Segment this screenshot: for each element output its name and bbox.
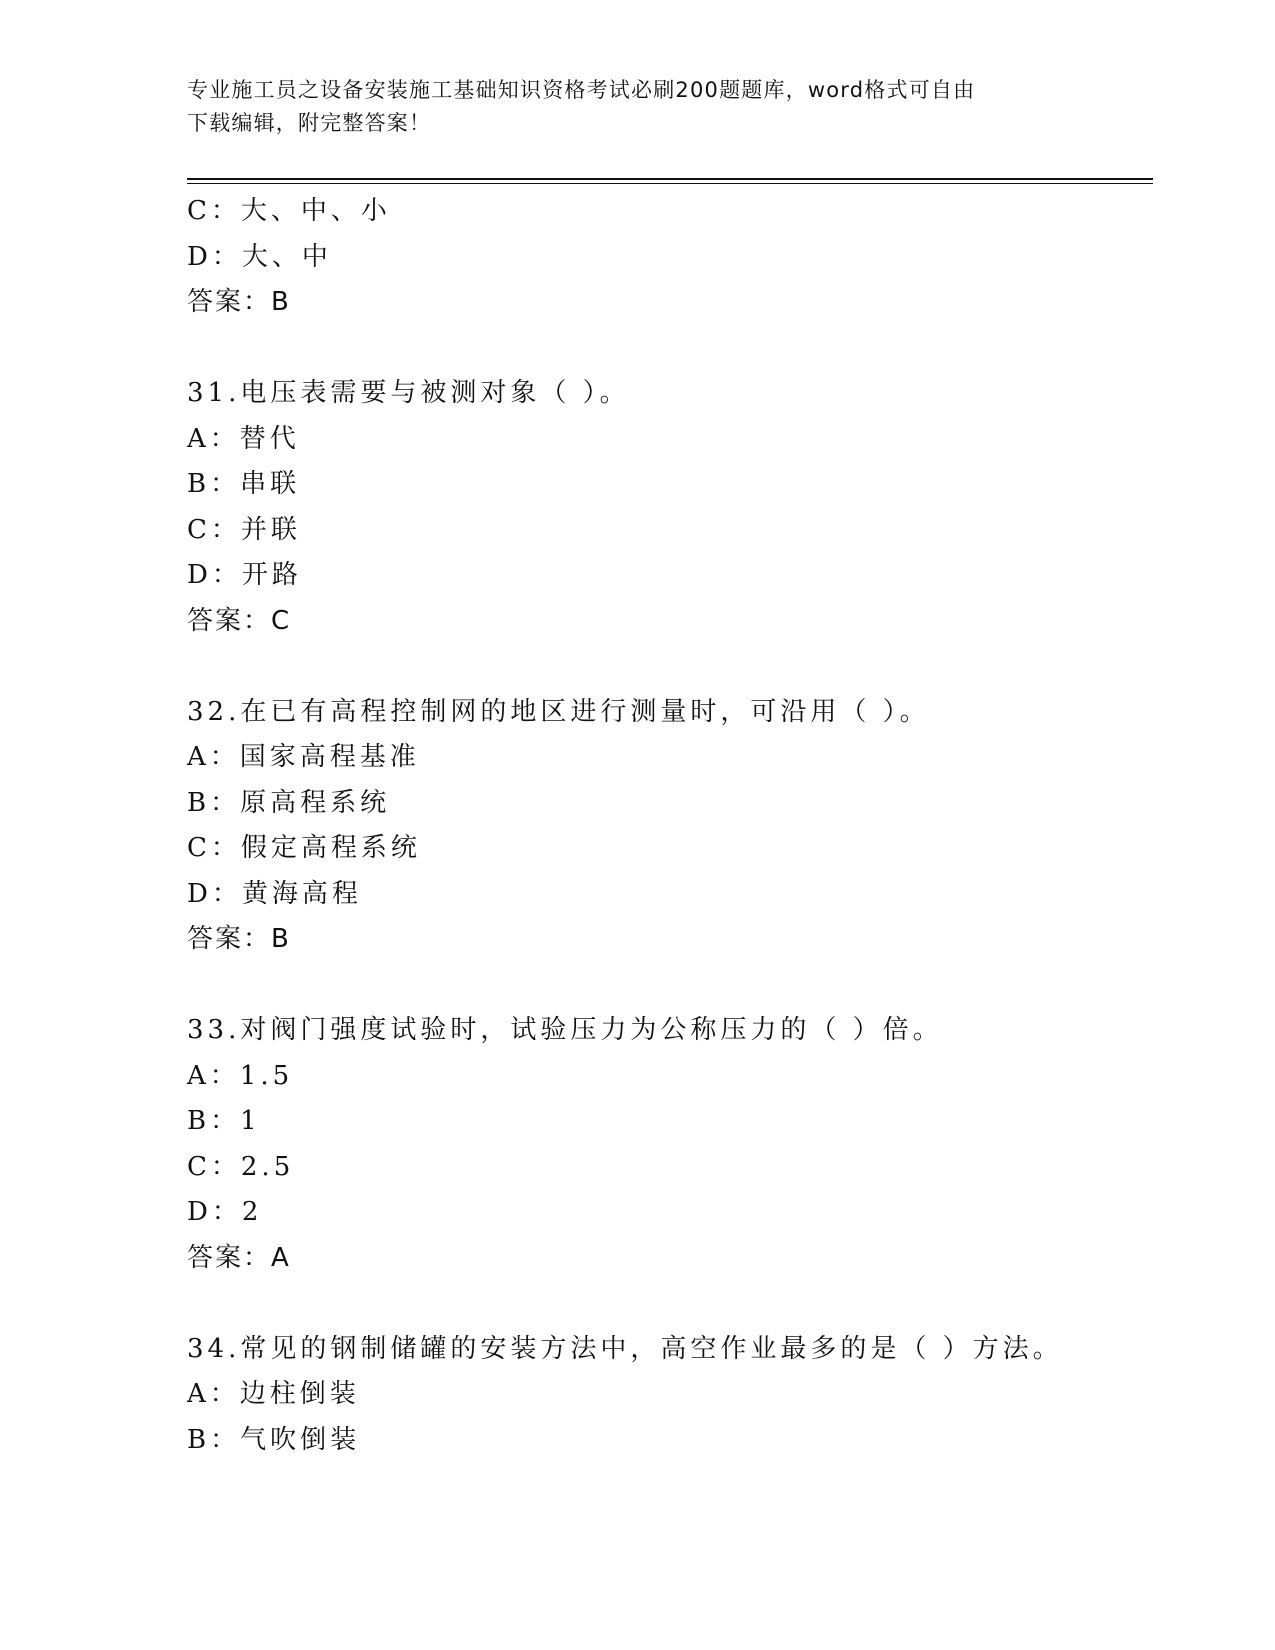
question-block-30	[187, 189, 1147, 326]
question-block-33	[187, 1008, 1147, 1281]
option-a: A：替代	[187, 423, 300, 454]
option-a: A：国家高程基准	[187, 742, 420, 772]
question-stem: 33.对阀门强度试验时，试验压力为公称压力的（ ）倍。	[187, 1015, 943, 1045]
answer-text: 答案：C	[187, 605, 292, 636]
option-d: D：2	[187, 1197, 263, 1227]
header-divider-thick	[187, 178, 1153, 180]
question-block-31	[187, 371, 1147, 644]
spacer	[187, 644, 1147, 690]
option-a: A：边柱倒装	[187, 1379, 360, 1409]
answer-text: 答案：A	[187, 1242, 291, 1273]
option-c: C：假定高程系统	[187, 833, 421, 863]
option-b: B：1	[187, 1106, 261, 1136]
option-c: C：2.5	[187, 1151, 295, 1182]
option-c: C：大、中、小	[187, 196, 391, 226]
spacer	[187, 326, 1147, 372]
option-d: D：大、中	[187, 241, 332, 272]
question-stem: 32.在已有高程控制网的地区进行测量时，可沿用（ ）。	[187, 696, 930, 727]
answer-text: 答案：B	[187, 924, 291, 954]
answer-text: 答案：B	[187, 287, 291, 317]
document-header	[187, 74, 1087, 140]
option-d: D：黄海高程	[187, 878, 362, 909]
option-b: B：气吹倒装	[187, 1424, 361, 1455]
option-b: B：原高程系统	[187, 787, 391, 818]
question-list	[187, 189, 1147, 1463]
option-a: A：1.5	[187, 1060, 294, 1091]
option-c: C：并联	[187, 514, 301, 545]
question-block-32	[187, 690, 1147, 963]
header-divider-thin	[187, 183, 1153, 184]
spacer	[187, 1281, 1147, 1327]
question-stem: 31.电压表需要与被测对象（ ）。	[187, 378, 630, 408]
option-b: B：串联	[187, 469, 301, 499]
header-line-2: 下载编辑，附完整答案！	[187, 111, 432, 135]
header-line-1: 专业施工员之设备安装施工基础知识资格考试必刷200题题库，word格式可自由	[187, 78, 976, 102]
question-stem: 34.常见的钢制储罐的安装方法中，高空作业最多的是（ ）方法。	[187, 1333, 1063, 1364]
question-block-34	[187, 1327, 1147, 1464]
spacer	[187, 963, 1147, 1009]
option-d: D：开路	[187, 560, 302, 590]
